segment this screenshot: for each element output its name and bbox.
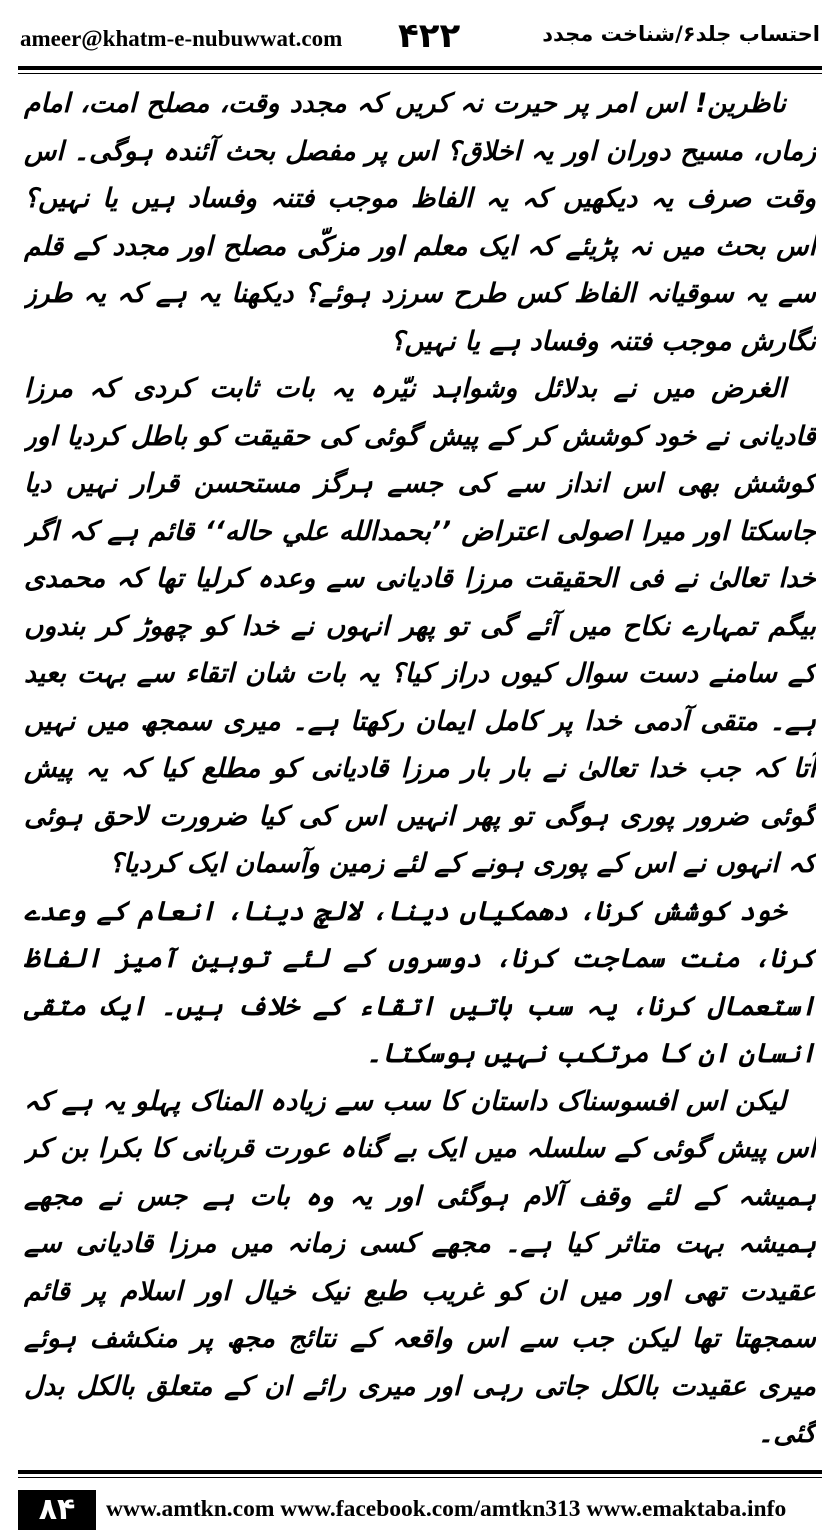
header-page-number: ۴۲۲ [398,16,461,56]
footer-links[interactable]: www.amtkn.com www.facebook.com/amtkn313 www.emaktaba.info [106,1496,787,1522]
paragraph-2: الغرض میں نے بدلائل وشواہد نیّرہ یہ بات ثابت کردی کہ مرزا قادیانی نے خود کوشش کر کے پیش گوئی کی حقیقت کو باطل کردیا اور کوشش بھی اس انداز سے کی جسے ہرگز مستحسن قرار نہیں دیا جاسکتا اور میرا اصولی اعتراض ’’بحمدالله علي حاله‘‘ قائم ہے کہ اگر خدا تعالیٰ نے فی الحقیقت مرزا قادیانی سے وعدہ کرلیا تھا کہ محمدی بیگم تمہارے نکاح میں آئے گی تو پھر انہوں نے خدا کو چھوڑ کر بندوں کے سامنے دست سوال کیوں دراز کیا؟ یہ بات شان اتقاء سے بہت بعید ہے۔ متقی آدمی خدا پر کامل ایمان رکھتا ہے۔ میری سمجھ میں نہیں آتا کہ جب خدا تعالیٰ نے بار بار مرزا قادیانی کو مطلع کیا کہ یہ پیش گوئی ضرور پوری ہوگی تو پھر انہیں اس کی کیا ضرورت لاحق ہوئی کہ انہوں نے اس کے پوری ہونے کے لئے زمین وآسمان ایک کردیا؟ [24,373,816,879]
footer-rule-thin [18,1477,822,1478]
header-email: ameer@khatm-e-nubuwwat.com [20,26,343,51]
body-text [24,80,816,1462]
header-book-title: احتساب جلد۶/شناخت مجدد [542,22,820,46]
footer-page-number: ۸۴ [18,1490,96,1530]
paragraph-5 [24,1458,816,1463]
paragraph-3: خود کوشش کرنا، دھمکیاں دینا، لالچ دینا، انعام کے وعدے کرنا، منت سماجت کرنا، دوسروں کے لئے توہین آمیز الفاظ استعمال کرنا، یہ سب باتیں اتقاء کے خلاف ہیں۔ ایک متقی انسان ان کا مرتکب نہیں ہوسکتا۔ [24,895,816,1069]
paragraph-4: لیکن اس افسوسناک داستان کا سب سے زیادہ المناک پہلو یہ ہے کہ اس پیش گوئی کے سلسلہ میں ایک بے گناہ عورت قربانی کا بکرا بن کر ہمیشہ کے لئے وقف آلام ہوگئی اور یہ وہ بات ہے جس نے مجھے ہمیشہ بہت متاثر کیا ہے۔ مجھے کسی زمانہ میں مرزا قادیانی سے عقیدت تھی اور میں ان کو غریب طبع نیک خیال اور اسلام پر قائم سمجھتا تھا لیکن جب سے اس واقعہ کے نتائج مجھ پر منکشف ہوئے میری عقیدت بالکل جاتی رہی اور میری رائے ان کے متعلق بالکل بدل گئی۔ [24,1085,816,1449]
footer-rule [18,1470,822,1474]
paragraph-1: ناظرین! اس امر پر حیرت نہ کریں کہ مجدد وقت، مصلح امت، امام زماں، مسیح دوران اور یہ اخلاق؟ اس پر مفصل بحث آئندہ ہوگی۔ اس وقت صرف یہ دیکھیں کہ یہ الفاظ موجب فتنہ وفساد ہیں یا نہیں؟ اس بحث میں نہ پڑیئے کہ ایک معلم اور مزکّی مصلح اور مجدد کے قلم سے یہ سوقیانہ الفاظ کس طرح سرزد ہوئے؟ دیکھنا یہ ہے کہ یہ طرز نگارش موجب فتنہ وفساد ہے یا نہیں؟ [24,88,816,357]
header-rule-thin [18,73,822,74]
page-header [20,14,820,62]
header-rule [18,66,822,70]
